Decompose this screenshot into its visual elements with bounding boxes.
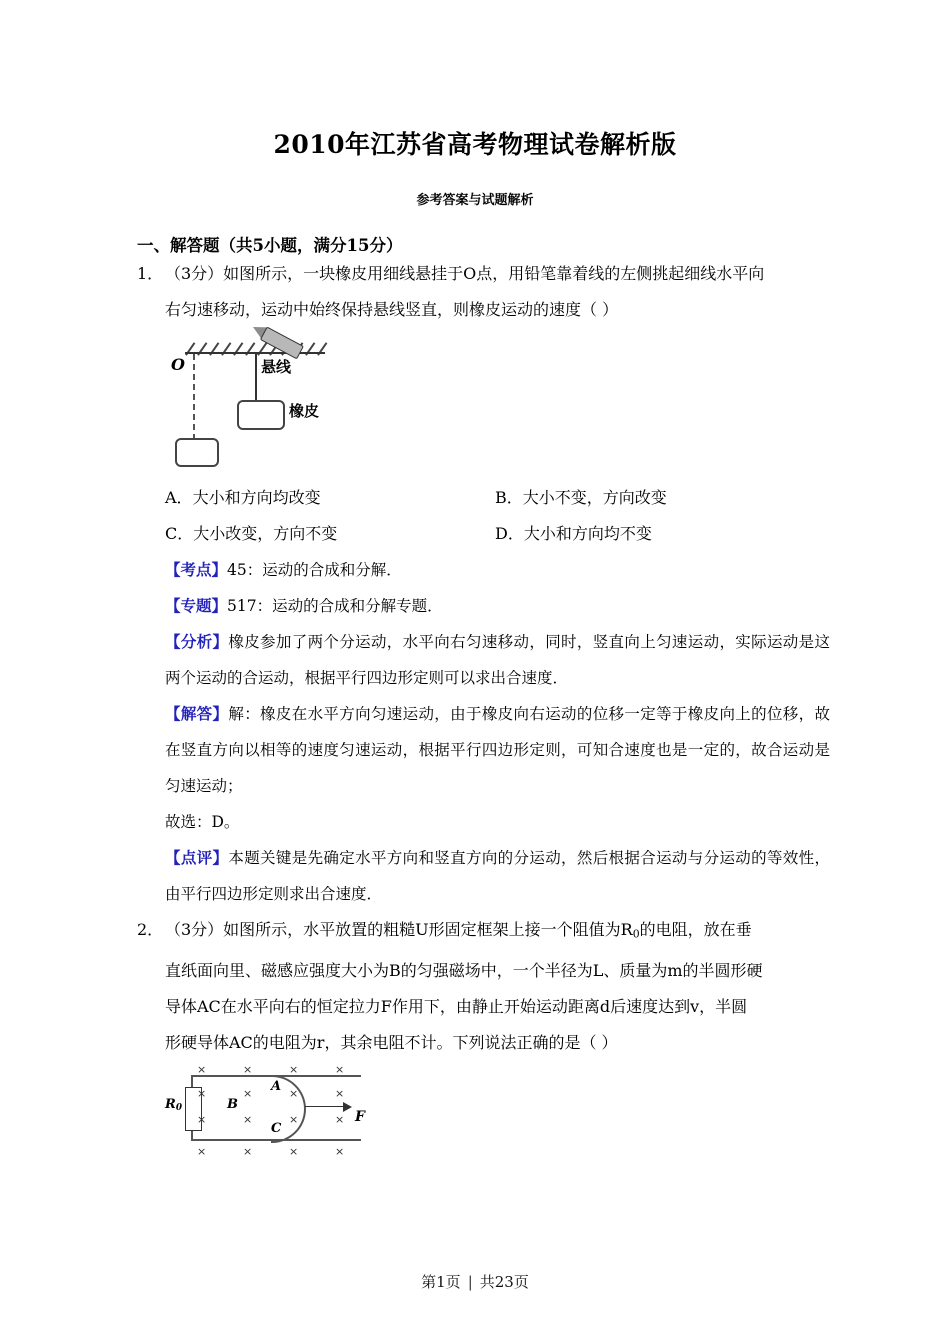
analysis-dianping [165, 840, 830, 912]
option-d-key: D． [495, 524, 524, 543]
question-2-stem-line-4: 形硬导体AC的电阻为r，其余电阻不计。下列说法正确的是（ ） [165, 1032, 618, 1052]
footer-current-page: 第1页 [421, 1273, 461, 1291]
resistor-label-subscript: 0 [175, 1102, 182, 1113]
jieda-tag: 【解答】 [165, 704, 229, 723]
question-2-stem-line-3: 导体AC在水平向右的恒定拉力F作用下，由静止开始运动距离d后速度达到v，半圆 [165, 996, 748, 1016]
resistor-label [165, 1097, 182, 1113]
option-a[interactable] [165, 480, 495, 516]
field-cross-icon: × [289, 1062, 299, 1076]
question-1-stem-text-1: （3分）如图所示，一块橡皮用细线悬挂于O点，用铅笔靠着线的左侧挑起细线水平向 [165, 264, 765, 283]
question-1-stem-line-1 [137, 256, 830, 292]
semicircular-conductor-circuit-diagram [165, 1061, 405, 1161]
analysis-zhuanti [165, 588, 830, 624]
question-2-stem-text-1b: 的电阻，放在垂 [639, 920, 752, 939]
field-cross-icon: × [243, 1086, 253, 1100]
analysis-kaodian [165, 552, 830, 588]
question-1-number: 1． [137, 264, 164, 283]
point-a-label: A [271, 1078, 282, 1094]
dianping-text: 本题关键是先确定水平方向和竖直方向的分运动，然后根据合运动与分运动的等效性，由平行四边形定则求出合速度． [165, 849, 830, 903]
dianping-tag: 【点评】 [165, 848, 229, 867]
options-row-1 [165, 480, 850, 516]
question-2-resistor-subscript: 0 [632, 927, 640, 941]
field-cross-icon: × [289, 1086, 299, 1100]
question-2-stem-line-1 [137, 912, 830, 953]
option-d[interactable] [495, 516, 825, 552]
eraser-label: 橡皮 [289, 402, 320, 420]
point-b-label: B [227, 1096, 238, 1112]
original-position-block [175, 438, 219, 467]
option-b[interactable] [495, 480, 825, 516]
force-label: F [355, 1108, 365, 1125]
question-1 [0, 256, 950, 328]
question-2 [0, 912, 950, 1061]
field-cross-icon: × [197, 1112, 207, 1126]
option-b-text: 大小不变，方向改变 [522, 488, 667, 507]
ceiling-hatching-icon [185, 340, 325, 352]
force-arrow-head-icon [343, 1102, 352, 1112]
fenxi-text: 橡皮参加了两个分运动，水平向右匀速移动，同时，竖直向上匀速运动，实际运动是这两个运动的合运动，根据平行四边形定则可以求出合速度． [165, 633, 830, 687]
field-cross-icon: × [335, 1062, 345, 1076]
force-arrow-line [305, 1106, 345, 1108]
suspension-string-line [255, 354, 257, 402]
analysis-answer-choice: 故选：D。 [165, 813, 240, 831]
eraser-block [237, 400, 285, 430]
option-c-key: C． [165, 524, 194, 543]
resistor-label-letter: R [165, 1096, 176, 1112]
zhuanti-text: 517：运动的合成和分解专题． [227, 597, 443, 615]
options-row-2 [165, 516, 850, 552]
zhuanti-tag: 【专题】 [165, 596, 228, 615]
option-d-text: 大小和方向均不变 [523, 524, 652, 543]
field-cross-icon: × [289, 1144, 299, 1158]
option-a-key: A． [165, 488, 193, 507]
page-subtitle: 参考答案与试题解析 [416, 193, 534, 208]
field-cross-icon: × [197, 1062, 207, 1076]
question-2-stem-text-1a: （3分）如图所示，水平放置的粗糙U形固定框架上接一个阻值为R [165, 920, 633, 939]
footer-total-pages: 共23页 [479, 1273, 529, 1291]
field-cross-icon: × [289, 1112, 299, 1126]
question-1-stem-line-2: 右匀速移动，运动中始终保持悬线竖直，则橡皮运动的速度（ ） [165, 300, 619, 319]
question-1-options [0, 480, 950, 552]
analysis-jieda [165, 696, 830, 804]
field-cross-icon: × [243, 1112, 253, 1126]
field-cross-icon: × [197, 1086, 207, 1100]
section-heading: 一、解答题（共5小题，满分15分） [137, 236, 403, 255]
field-cross-icon: × [335, 1112, 345, 1126]
point-c-label: C [271, 1120, 282, 1136]
option-a-text: 大小和方向均改变 [192, 488, 321, 507]
field-cross-icon: × [335, 1144, 345, 1158]
eraser-pendulum-diagram [165, 328, 485, 480]
field-cross-icon: × [197, 1144, 207, 1158]
option-c[interactable] [165, 516, 495, 552]
question-2-number: 2． [137, 920, 164, 939]
page-title: 2010年江苏省高考物理试卷解析版 [273, 130, 677, 159]
kaodian-tag: 【考点】 [165, 560, 228, 579]
string-label: 悬线 [261, 358, 292, 376]
analysis-fenxi [165, 624, 830, 696]
field-cross-icon: × [243, 1144, 253, 1158]
footer-separator: | [467, 1273, 473, 1291]
fenxi-tag: 【分析】 [165, 632, 229, 651]
option-b-key: B． [495, 488, 523, 507]
dashed-reference-line [193, 354, 195, 440]
page-footer [0, 1271, 950, 1292]
question-1-analysis [0, 552, 950, 912]
kaodian-text: 45：运动的合成和分解． [227, 561, 402, 579]
field-cross-icon: × [243, 1062, 253, 1076]
option-c-text: 大小改变，方向不变 [193, 524, 338, 543]
jieda-text: 解：橡皮在水平方向匀速运动，由于橡皮向右运动的位移一定等于橡皮向上的位移，故在竖直方向以相等的速度匀速运动，根据平行四边形定则，可知合速度也是一定的，故合运动是匀速运动； [165, 705, 830, 795]
field-cross-icon: × [335, 1086, 345, 1100]
question-2-stem-line-2: 直纸面向里、磁感应强度大小为B的匀强磁场中，一个半径为L、质量为m的半圆形硬 [165, 960, 763, 980]
figure-point-o-label: O [171, 355, 185, 374]
